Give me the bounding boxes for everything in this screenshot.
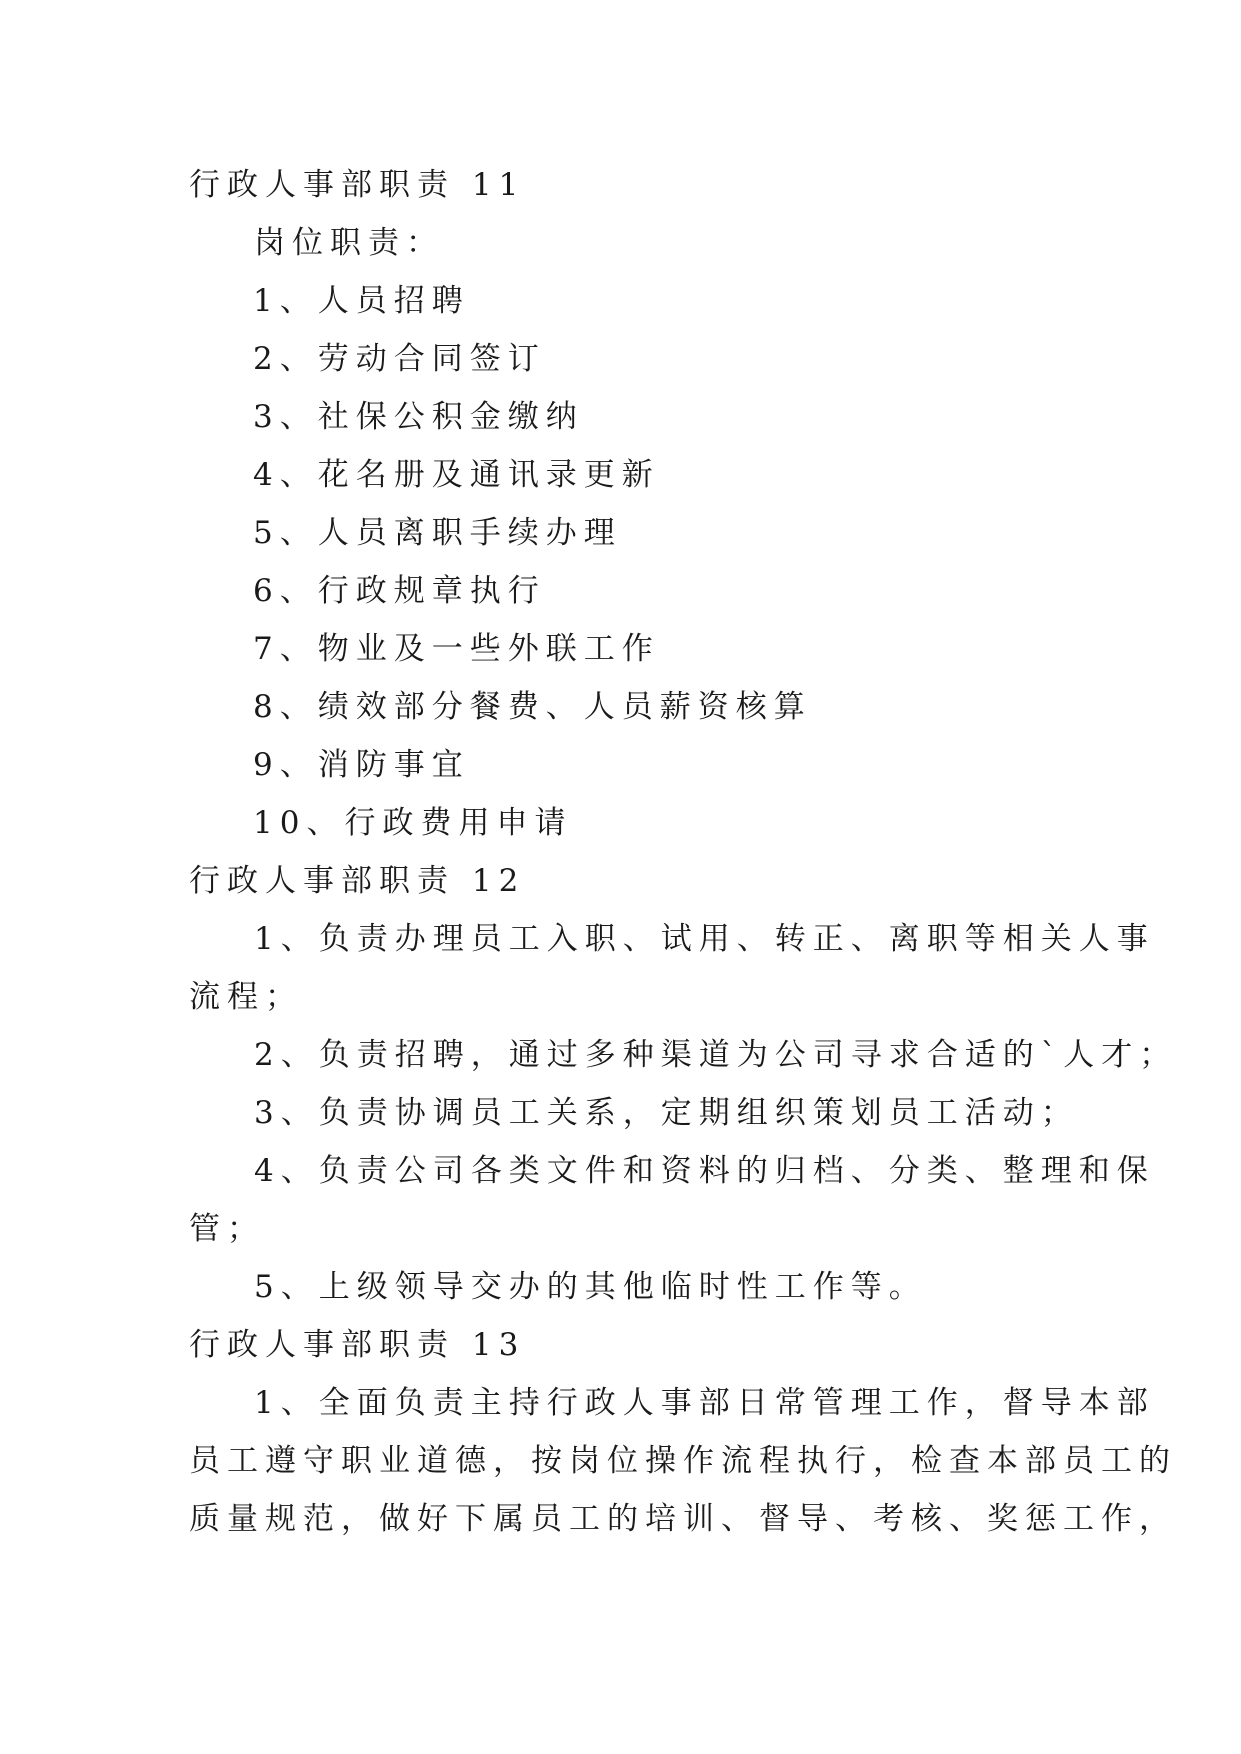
paragraph-line: 流程；: [189, 979, 303, 1015]
section-intro: 岗位职责：: [254, 225, 444, 261]
paragraph-line: 4、负责公司各类文件和资料的归档、分类、整理和保: [254, 1153, 1155, 1189]
list-item: 8、绩效部分餐费、人员薪资核算: [253, 689, 812, 725]
list-item: 2、劳动合同签订: [253, 341, 546, 377]
list-item: 1、人员招聘: [253, 283, 470, 319]
list-item: 6、行政规章执行: [253, 573, 546, 609]
paragraph-line: 员工遵守职业道德，按岗位操作流程执行，检查本部员工的: [189, 1443, 1177, 1479]
paragraph-line: 管；: [189, 1211, 265, 1247]
section-heading-12: 行政人事部职责 12: [189, 863, 526, 899]
paragraph-line: 质量规范，做好下属员工的培训、督导、考核、奖惩工作，: [189, 1501, 1177, 1537]
paragraph-line: 2、负责招聘，通过多种渠道为公司寻求合适的`人才；: [254, 1037, 1178, 1073]
paragraph-line: 3、负责协调员工关系，定期组织策划员工活动；: [254, 1095, 1079, 1131]
section-heading-11: 行政人事部职责 11: [189, 167, 526, 203]
list-item: 3、社保公积金缴纳: [253, 399, 584, 435]
paragraph-line: 5、上级领导交办的其他临时性工作等。: [254, 1269, 927, 1305]
section-heading-13: 行政人事部职责 13: [189, 1327, 526, 1363]
paragraph-line: 1、全面负责主持行政人事部日常管理工作，督导本部: [254, 1385, 1155, 1421]
paragraph-line: 1、负责办理员工入职、试用、转正、离职等相关人事: [254, 921, 1155, 957]
list-item: 7、物业及一些外联工作: [253, 631, 660, 667]
list-item: 4、花名册及通讯录更新: [253, 457, 660, 493]
list-item: 5、人员离职手续办理: [253, 515, 622, 551]
list-item: 9、消防事宜: [253, 747, 470, 783]
list-item: 10、行政费用申请: [253, 805, 573, 841]
